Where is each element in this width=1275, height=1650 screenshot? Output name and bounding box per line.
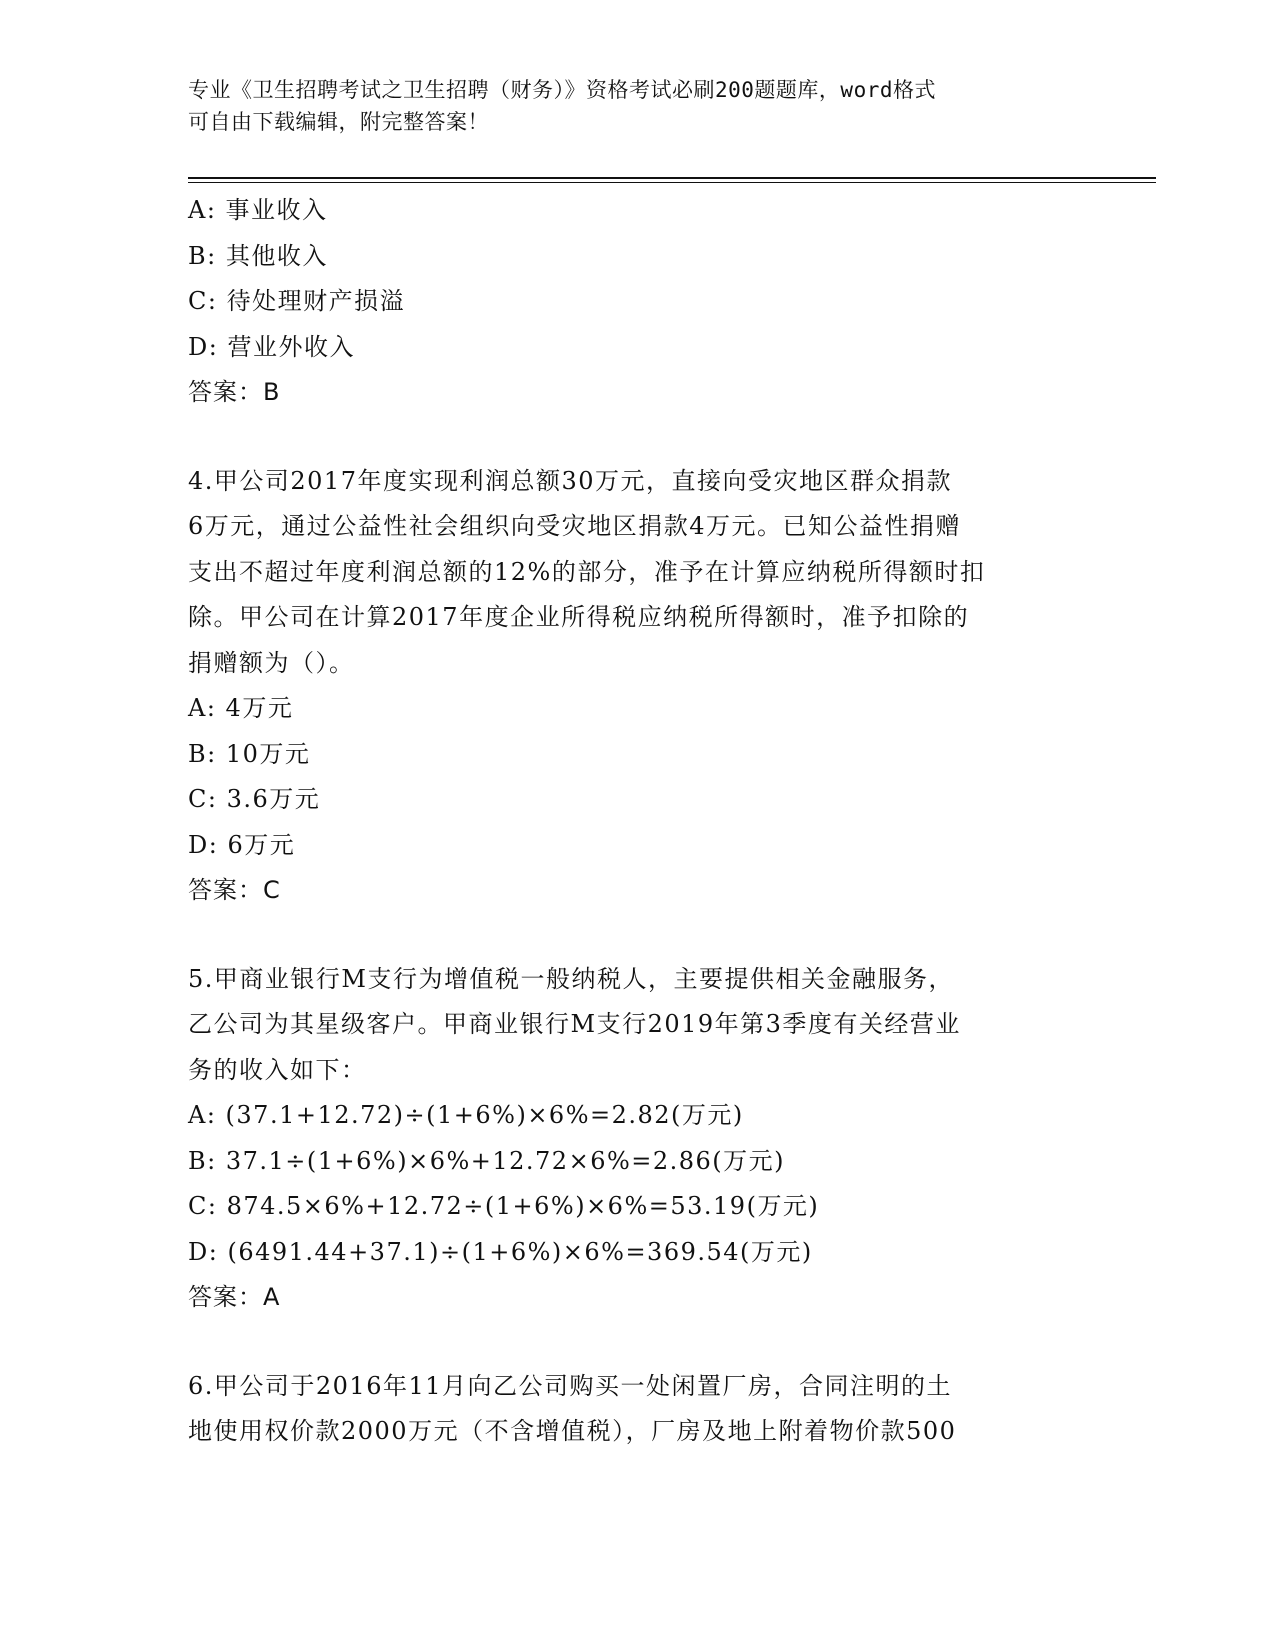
option-d: D: 营业外收入 [188,332,355,361]
question-3 [188,188,1088,416]
answer: 答案：C [188,876,281,904]
question-stem-line: 6万元，通过公益性社会组织向受灾地区捐款4万元。已知公益性捐赠 [188,512,962,540]
question-stem-line: 务的收入如下： [188,1055,367,1084]
question-content [188,188,1088,1455]
header-line-2: 可自由下载编辑，附完整答案！ [188,110,489,134]
option-b: B: 37.1÷(1+6%)×6%+12.72×6%=2.86(万元) [188,1146,786,1175]
question-stem-line: 4.甲公司2017年度实现利润总额30万元，直接向受灾地区群众捐款 [188,466,953,495]
option-d: D: (6491.44+37.1)÷(1+6%)×6%=369.54(万元) [188,1237,813,1266]
option-c: C: 3.6万元 [188,785,321,813]
option-c: C: 待处理财产损溢 [188,287,406,315]
question-6 [188,1364,1088,1455]
option-c: C: 874.5×6%+12.72÷(1+6%)×6%=53.19(万元) [188,1192,820,1220]
answer: 答案：A [188,1283,281,1311]
page-header [188,74,1088,138]
question-stem-line: 除。甲公司在计算2017年度企业所得税应纳税所得额时，准予扣除的 [188,603,970,631]
question-5 [188,957,1088,1321]
header-line-1: 专业《卫生招聘考试之卫生招聘（财务）》资格考试必刷200题题库，word格式 [188,78,936,102]
question-4 [188,459,1088,914]
option-a: A: 4万元 [188,694,294,722]
header-divider-thin [188,182,1156,183]
answer: 答案：B [188,378,281,406]
option-d: D: 6万元 [188,830,296,859]
question-stem-line: 6.甲公司于2016年11月向乙公司购买一处闲置厂房，合同注明的土 [188,1371,953,1400]
question-stem-line: 地使用权价款2000万元（不含增值税），厂房及地上附着物价款500 [188,1417,957,1445]
header-divider [188,177,1156,179]
question-stem-line: 5.甲商业银行M支行为增值税一般纳税人，主要提供相关金融服务， [188,964,954,993]
question-stem-line: 乙公司为其星级客户。甲商业银行M支行2019年第3季度有关经营业 [188,1010,961,1038]
option-a: A: (37.1+12.72)÷(1+6%)×6%=2.82(万元) [188,1101,744,1129]
option-a: A: 事业收入 [188,196,328,224]
option-b: B: 其他收入 [188,241,328,270]
question-stem-line: 捐赠额为（）。 [188,648,355,677]
question-stem-line: 支出不超过年度利润总额的12%的部分，准予在计算应纳税所得额时扣 [188,557,986,586]
option-b: B: 10万元 [188,739,311,768]
